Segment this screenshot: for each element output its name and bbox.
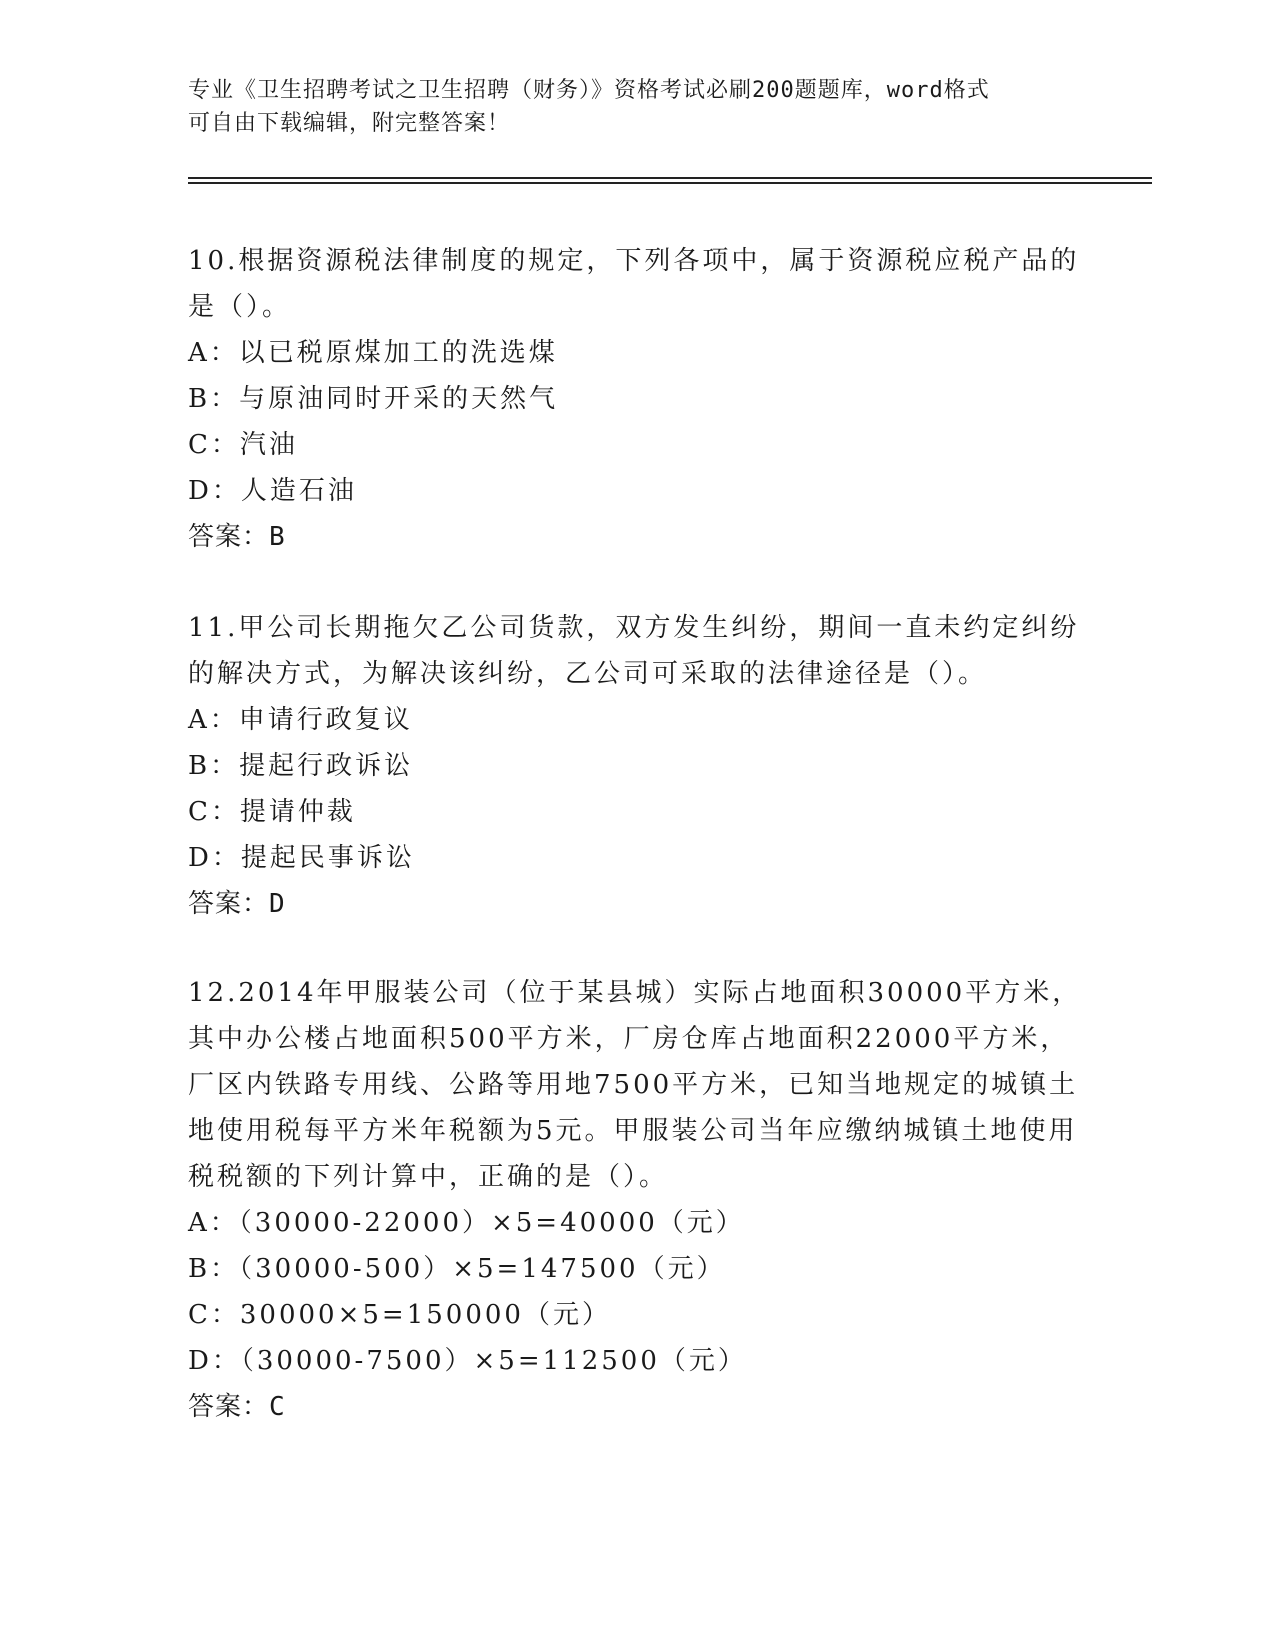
answer: 答案：C [188,1392,286,1422]
question-11 [188,605,1088,927]
header-line-2: 可自由下载编辑，附完整答案！ [188,111,511,136]
option-d: D：人造石油 [188,476,357,506]
option-a: A：以已税原煤加工的洗选煤 [188,338,558,368]
option-b: B：与原油同时开采的天然气 [188,384,559,414]
answer: 答案：B [188,522,286,552]
question-10 [188,238,1088,560]
option-d: D：提起民事诉讼 [188,843,415,873]
header-divider-bottom [188,182,1152,184]
question-stem: 12.2014年甲服装公司（位于某县城）实际占地面积30000平方米，其中办公楼占地面积500平方米，厂房仓库占地面积22000平方米，厂区内铁路专用线、公路等用地7500平方米，已知当地规定的城镇土地使用税每平方米年税额为5元。甲服装公司当年应缴纳城镇土地使用税税额的下列计算中，正确的是（）。 [188,978,1082,1192]
option-c: C：30000×5=150000（元） [188,1300,611,1330]
header-line-1: 专业《卫生招聘考试之卫生招聘（财务）》资格考试必刷200题题库，word格式 [188,78,990,103]
option-b: B：（30000-500）×5=147500（元） [188,1254,726,1284]
option-b: B：提起行政诉讼 [188,751,414,781]
document-header [188,74,1088,140]
answer: 答案：D [188,889,286,919]
option-a: A：（30000-22000）×5=40000（元） [188,1208,745,1238]
option-a: A：申请行政复议 [188,705,413,735]
question-12 [188,970,1088,1430]
option-d: D：（30000-7500）×5=112500（元） [188,1346,747,1376]
option-c: C：汽油 [188,430,298,460]
question-stem: 11.甲公司长期拖欠乙公司货款，双方发生纠纷，期间一直未约定纠纷的解决方式，为解决该纠纷，乙公司可采取的法律途径是（）。 [188,613,1080,689]
question-stem: 10.根据资源税法律制度的规定，下列各项中，属于资源税应税产品的是（）。 [188,246,1080,322]
header-divider-top [188,177,1152,179]
option-c: C：提请仲裁 [188,797,356,827]
